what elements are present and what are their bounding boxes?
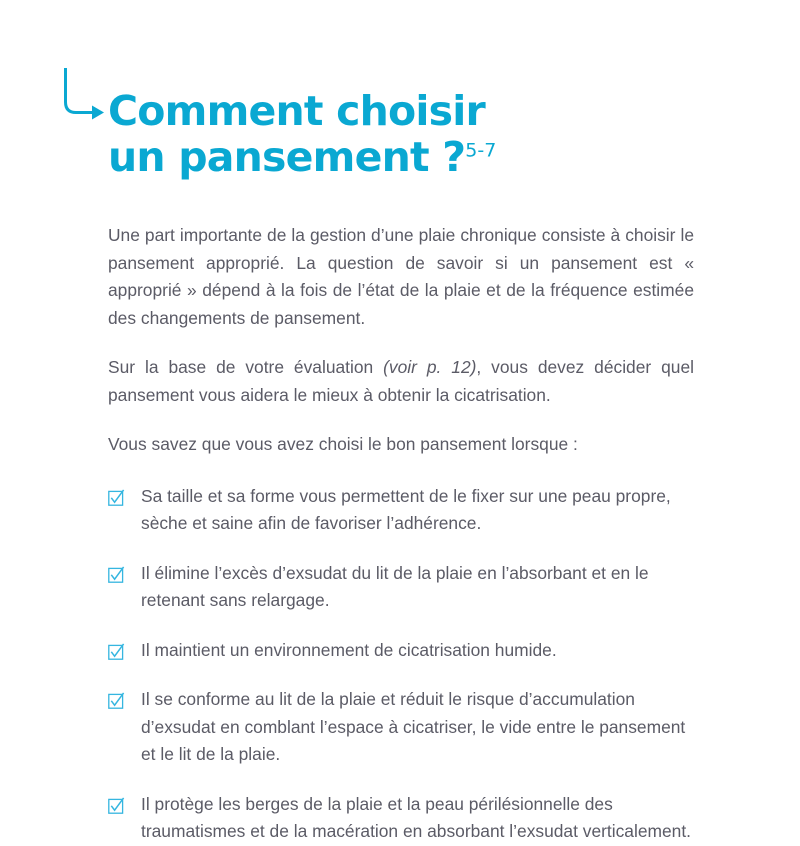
paragraph-intro: Une part importante de la gestion d’une plaie chronique consiste à choisir le pansement approprié. La question de savoir si un pansement est « approprié » dépend à la fois de l’état de la plaie et de la fréquence estimée des changements de pansement.: [108, 225, 694, 328]
checkbox-checked-icon: [108, 641, 125, 658]
list-item: [108, 483, 694, 538]
paragraph-assessment: [108, 354, 694, 409]
list-item-label: Il se conforme au lit de la plaie et réduit le risque d’accumulation d’exsudat en comblant l’espace à cicatriser, le vide entre le pansement et le lit de la plaie.: [141, 689, 686, 764]
list-item-label: Il élimine l’excès d’exsudat du lit de la plaie en l’absorbant et en le retenant sans relargage.: [141, 562, 649, 610]
page-title-line-1: Comment choisir: [108, 87, 485, 135]
heading-block: [0, 0, 800, 200]
checkbox-checked-icon: [108, 564, 125, 581]
list-item-label: Sa taille et sa forme vous permettent de le fixer sur une peau propre, sèche et saine afin de favoriser l’adhérence.: [141, 485, 671, 533]
list-item: [108, 686, 694, 769]
list-item: [108, 637, 694, 665]
page-title-line-2: un pansement ?: [108, 133, 466, 181]
list-item: [108, 560, 694, 615]
paragraph-assessment-tail: , vous devez décider quel pansement vous aidera le mieux à obtenir la cicatrisation.: [108, 357, 694, 405]
checkbox-checked-icon: [108, 795, 125, 812]
checkbox-checked-icon: [108, 487, 125, 504]
reference-superscript: 5-7: [465, 139, 497, 162]
page-title: [108, 88, 728, 180]
checklist: [108, 483, 694, 846]
list-item: [108, 791, 694, 846]
paragraph-checklist-lead: Vous savez que vous avez choisi le bon pansement lorsque :: [108, 434, 578, 454]
list-item-label: Il maintient un environnement de cicatrisation humide.: [141, 639, 557, 660]
arrow-elbow-right-icon: [58, 66, 110, 122]
body-content: [108, 222, 694, 846]
paragraph-assessment-reference: (voir p. 12): [383, 357, 477, 377]
paragraph-assessment-lead: Sur la base de votre évaluation: [108, 357, 384, 377]
list-item-label: Il protège les berges de la plaie et la peau périlésionnelle des traumatismes et de la macération en absorbant l’exsudat verticalement.: [141, 793, 692, 841]
checkbox-checked-icon: [108, 690, 125, 707]
